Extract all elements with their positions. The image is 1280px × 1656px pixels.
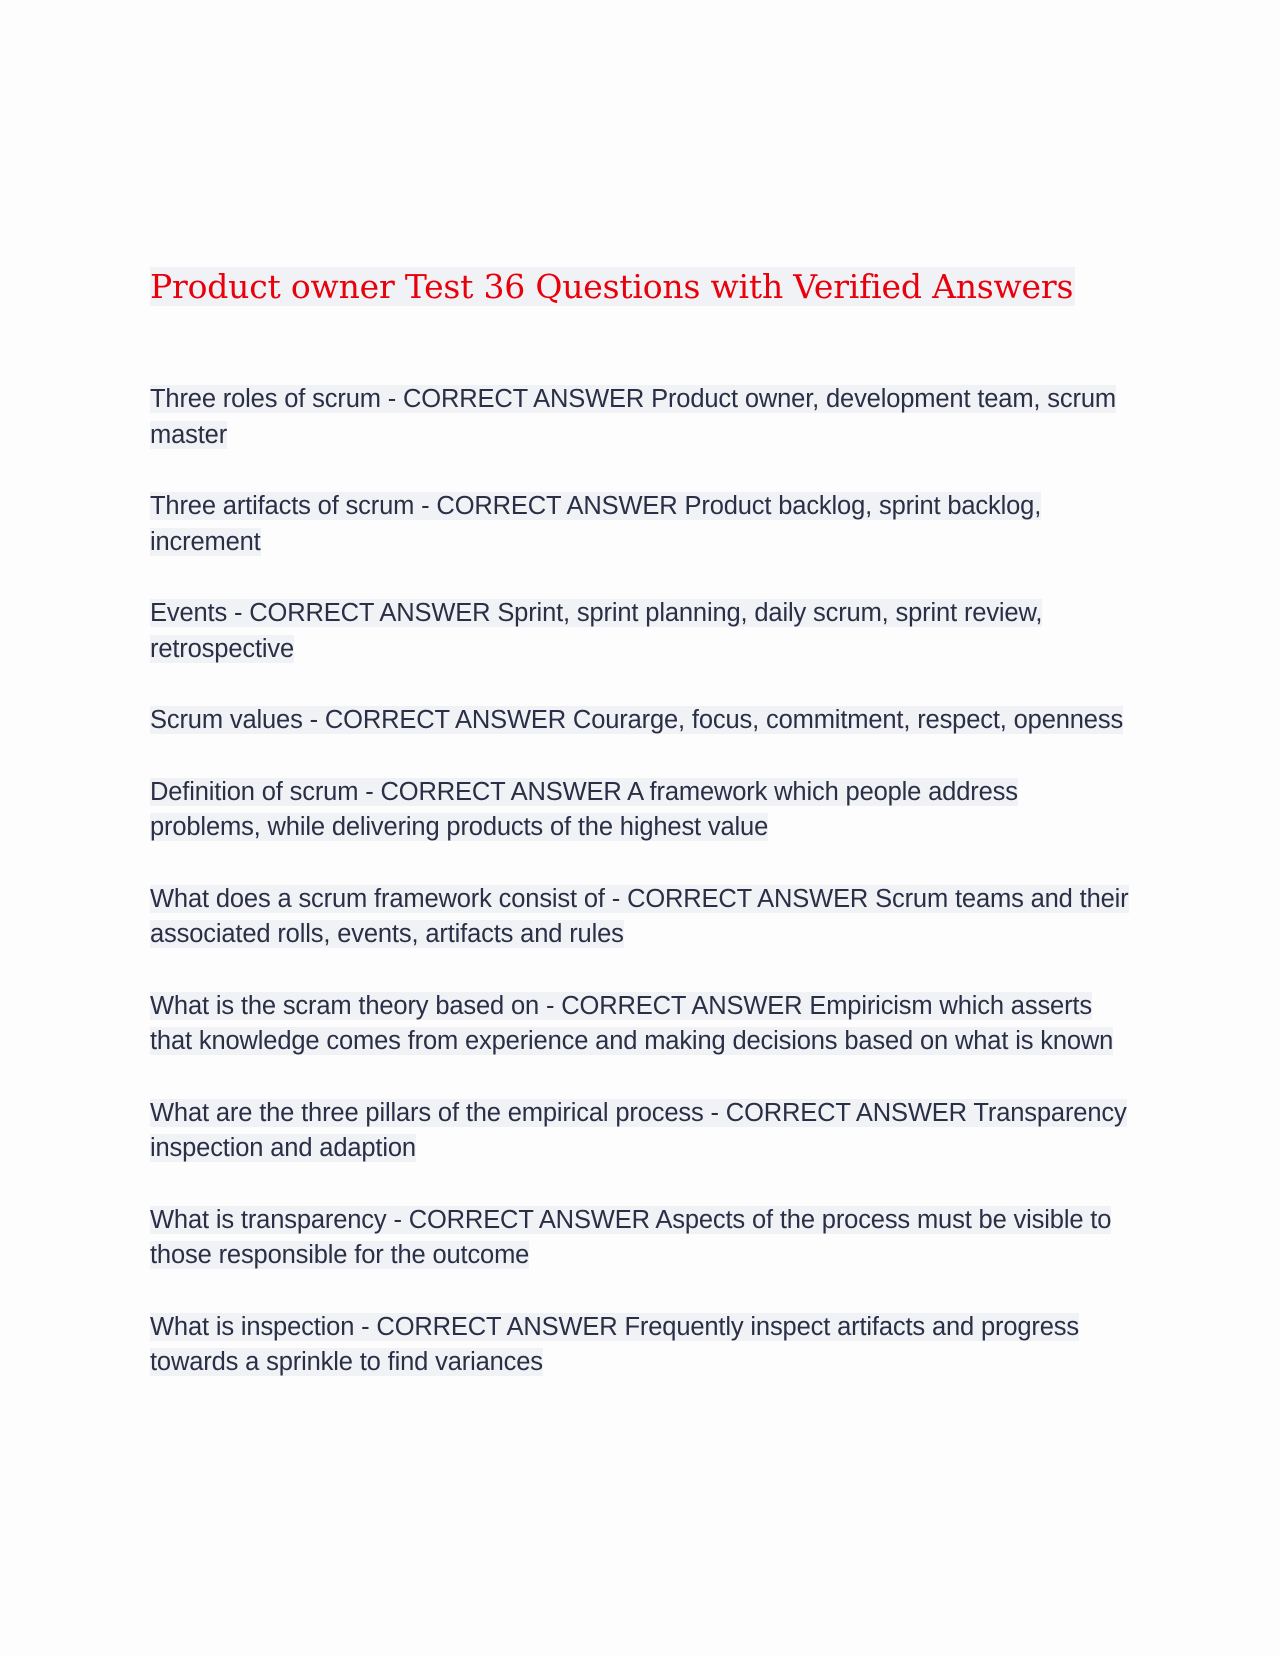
list-item bbox=[150, 596, 1130, 667]
document-title bbox=[150, 264, 1075, 310]
list-item bbox=[150, 382, 1130, 453]
qa-text: What are the three pillars of the empirical process - CORRECT ANSWER Transparency inspection and adaption bbox=[150, 1098, 1127, 1162]
list-item bbox=[150, 989, 1130, 1060]
qa-list bbox=[150, 382, 1130, 1417]
qa-text: What does a scrum framework consist of - CORRECT ANSWER Scrum teams and their associated rolls, events, artifacts and rules bbox=[150, 884, 1129, 948]
qa-text: What is transparency - CORRECT ANSWER Aspects of the process must be visible to those responsible for the outcome bbox=[150, 1205, 1112, 1269]
list-item bbox=[150, 1096, 1130, 1167]
list-item bbox=[150, 489, 1130, 560]
qa-text: Three roles of scrum - CORRECT ANSWER Product owner, development team, scrum master bbox=[150, 385, 1116, 449]
qa-text: Three artifacts of scrum - CORRECT ANSWER Product backlog, sprint backlog, increment bbox=[150, 492, 1042, 556]
qa-text: What is inspection - CORRECT ANSWER Frequently inspect artifacts and progress towards a sprinkle to find variances bbox=[150, 1312, 1079, 1376]
list-item bbox=[150, 775, 1130, 846]
document-title-text: Product owner Test 36 Questions with Verified Answers bbox=[150, 267, 1074, 306]
list-item bbox=[150, 703, 1130, 739]
list-item bbox=[150, 1310, 1130, 1381]
qa-text: Definition of scrum - CORRECT ANSWER A framework which people address problems, while delivering products of the highest value bbox=[150, 777, 1018, 841]
qa-text: Events - CORRECT ANSWER Sprint, sprint planning, daily scrum, sprint review, retrospective bbox=[150, 599, 1043, 663]
qa-text: What is the scram theory based on - CORRECT ANSWER Empiricism which asserts that knowledge comes from experience and making decisions based on what is known bbox=[150, 991, 1114, 1055]
list-item bbox=[150, 882, 1130, 953]
qa-text: Scrum values - CORRECT ANSWER Courarge, focus, commitment, respect, openness bbox=[150, 706, 1124, 734]
list-item bbox=[150, 1203, 1130, 1274]
